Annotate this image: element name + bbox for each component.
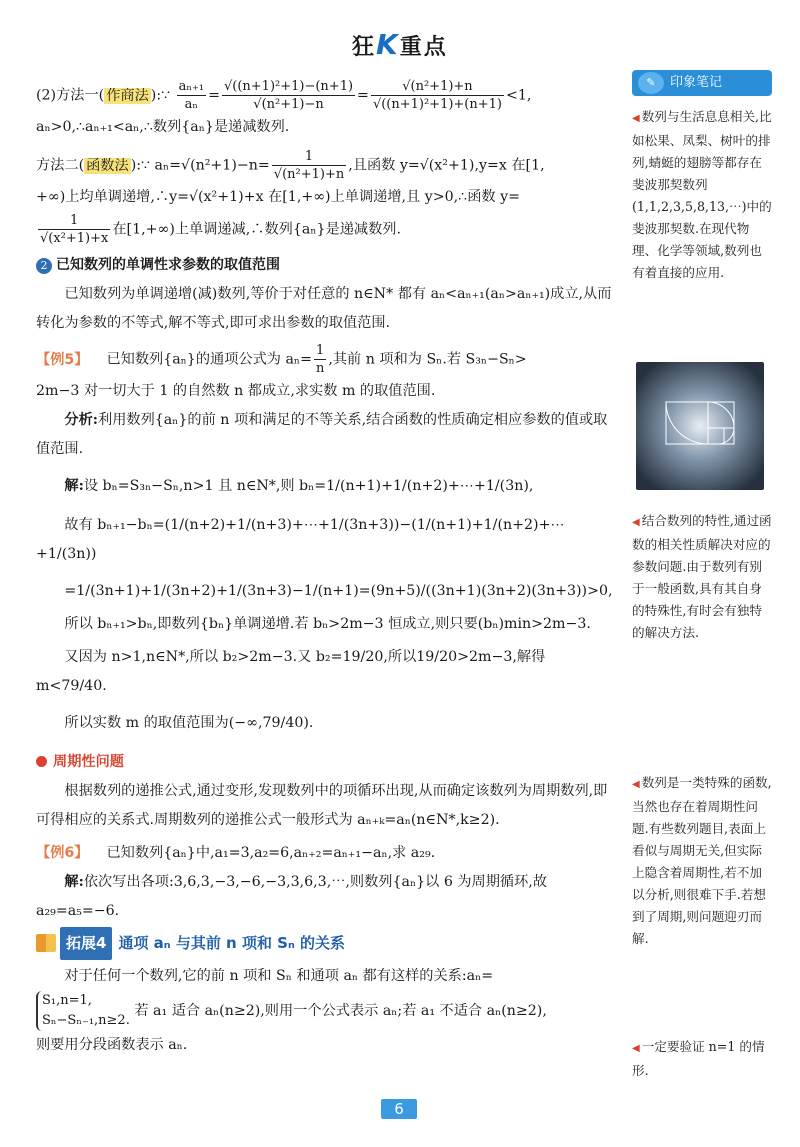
- frac-num: aₙ₊₁: [178, 79, 205, 94]
- extension-p2-text: 若 a₁ 适合 aₙ(n≥2),则用一个公式表示 aₙ;若 a₁ 不适合 aₙ(n≥2),: [134, 1003, 547, 1019]
- frac-den: √((n+1)²+1)+(n+1): [372, 97, 502, 112]
- example5-sol5: 又因为 n>1,n∈N*,所以 b₂>2m−3.又 b₂=19/20,所以19/20>2m−3,解得 m<79/40.: [36, 649, 546, 694]
- brand-k: K: [376, 28, 400, 61]
- example5-sol3: =1/(3n+1)+1/(3n+2)+1/(3n+3)−1/(n+1)=(9n+5)/((3n+1)(3n+2)(3n+3))>0,: [64, 583, 613, 599]
- example5-q1: 已知数列{aₙ}的通项公式为 aₙ=: [106, 351, 312, 368]
- method2-frac: [272, 148, 346, 183]
- pointer-icon: ◀: [632, 1043, 640, 1054]
- eq-sign: =: [208, 87, 220, 104]
- solution-label: 解:: [64, 874, 84, 890]
- frac-den: aₙ: [184, 97, 199, 112]
- method2-line3-text: 在[1,+∞)上单调递减,∴数列{aₙ}是递减数列.: [112, 221, 401, 238]
- section2-heading: [36, 251, 616, 280]
- method2-frac2: [38, 212, 110, 247]
- example6-tag: 【例6】: [36, 845, 89, 861]
- section2-body: 已知数列为单调递增(减)数列,等价于对任意的 n∈N* 都有 aₙ<aₙ₊₁(aₙ>aₙ₊₁)成立,从而转化为参数的不等式,解不等式,即可求出参数的取值范围.: [36, 286, 612, 331]
- extension-p3: 则要用分段函数表示 aₙ.: [36, 1037, 188, 1053]
- method1-tag: 作商法: [106, 87, 149, 104]
- example6-sol-text: 依次写出各项:3,6,3,−3,−6,−3,3,6,3,⋯,则数列{aₙ}以 6 为周期循环,故 a₂₉=a₅=−6.: [36, 874, 548, 919]
- extension-p2: [36, 991, 616, 1031]
- eq-sign: =: [357, 87, 369, 104]
- note1-text: 数列与生活息息相关,比如松果、凤梨、树叶的排列,蜻蜓的翅膀等都存在斐波那契数列(1,1,2,3,5,8,13,⋯)中的斐波那契数.在现代物理、化学等领域,数列也有着直接的应用.: [632, 109, 772, 280]
- frac-num: 1: [314, 342, 326, 360]
- method1-frac-lhs: [177, 78, 206, 113]
- frac-den: √(x²+1)+x: [40, 231, 109, 246]
- frac-num: √((n+1)²+1)−(n+1): [223, 79, 354, 94]
- example5-sol4: 所以 bₙ₊₁>bₙ,即数列{bₙ}单调递增.若 bₙ>2m−3 恒成立,则只要(bₙ)min>2m−3.: [64, 616, 591, 632]
- note-icon: ✎: [638, 72, 664, 94]
- frac-den: n: [315, 361, 325, 376]
- note2-text: 结合数列的特性,通过函数的相关性质解决对应的参数问题.由于数列有别于一般函数,具有其自身的特殊性,有时会有独特的解决方法.: [632, 513, 772, 640]
- periodic-body: 根据数列的递推公式,通过变形,发现数列中的项循环出现,从而确定该数列为周期数列,即可得相应的关系式.周期数列的递推公式一般形式为 aₙ₊ₖ=aₙ(n∈N*,k≥2).: [36, 783, 608, 828]
- example5-sol1: [36, 472, 616, 501]
- example5-frac: [314, 342, 326, 377]
- method2-after: ):∵ aₙ=√(n²+1)−n=: [130, 157, 270, 174]
- brand-logo: [352, 28, 448, 61]
- example5-sol2: 故有 bₙ₊₁−bₙ=(1/(n+2)+1/(n+3)+⋯+1/(3n+3))−(1/(n+1)+1/(n+2)+⋯+1/(3n)): [36, 517, 565, 562]
- method2-label: 方法二(: [36, 157, 85, 174]
- method1-label: (2)方法一(: [36, 87, 105, 104]
- example6-q: 已知数列{aₙ}中,a₁=3,a₂=6,aₙ₊₂=aₙ₊₁−aₙ,求 a₂₉.: [106, 845, 436, 861]
- page-header: [0, 0, 800, 70]
- method2-line2: +∞)上均单调递增,∴y=√(x²+1)+x 在[1,+∞)上单调递增,且 y>0,∴函数 y=: [36, 189, 520, 205]
- sidebar-note-2: [632, 510, 772, 644]
- section-number-icon: 2: [36, 258, 52, 274]
- note4-text: 一定要验证 n=1 的情形.: [632, 1039, 765, 1078]
- pointer-icon: ◀: [632, 779, 640, 790]
- main-content: [36, 78, 616, 1060]
- fibonacci-spiral-image: [636, 362, 764, 490]
- sidebar: [632, 70, 772, 1078]
- method2-tag: 函数法: [86, 157, 129, 174]
- analysis-label: 分析:: [64, 412, 99, 428]
- frac-num: 1: [38, 212, 110, 230]
- book-icon: [36, 934, 56, 952]
- example5-analysis: [36, 406, 616, 464]
- method2-line1: [36, 148, 616, 183]
- example5-q2: ,其前 n 项和为 Sₙ.若 S₃ₙ−Sₙ>: [328, 351, 527, 368]
- sol1-text: 设 bₙ=S₃ₙ−Sₙ,n>1 且 n∈N*,则 bₙ=1/(n+1)+1/(n+2)+⋯+1/(3n),: [83, 478, 534, 494]
- section2-title: 已知数列的单调性求参数的取值范围: [56, 257, 280, 273]
- sidebar-note-1: [632, 106, 772, 284]
- frac-num: √(n²+1)+n: [371, 78, 504, 96]
- example5-q3: 2m−3 对一切大于 1 的自然数 n 都成立,求实数 m 的取值范围.: [36, 383, 436, 399]
- example5-question: [36, 342, 616, 377]
- brand-left: 狂: [352, 35, 377, 60]
- example5-tag: 【例5】: [36, 351, 89, 368]
- brand-right: 重点: [399, 35, 448, 60]
- method1-line1: [36, 78, 616, 113]
- example5-sol6: 所以实数 m 的取值范围为(−∞,79/40).: [64, 715, 314, 731]
- method1-tail: <1,: [506, 87, 532, 104]
- periodic-heading: [36, 748, 616, 777]
- piecewise-brace: [36, 991, 130, 1031]
- example6-question: [36, 839, 616, 868]
- periodic-title: [36, 754, 124, 770]
- analysis-text: 利用数列{aₙ}的前 n 项和满足的不等关系,结合函数的性质确定相应参数的值或取值范围.: [36, 412, 608, 457]
- pointer-icon: ◀: [632, 517, 640, 528]
- method2-line3: [36, 212, 616, 247]
- case2: Sₙ−Sₙ₋₁,n≥2.: [42, 1013, 130, 1028]
- example6-solution: [36, 868, 616, 926]
- extension-p1: 对于任何一个数列,它的前 n 项和 Sₙ 和通项 aₙ 都有这样的关系:aₙ=: [64, 968, 494, 984]
- extension-heading: [36, 930, 616, 956]
- badge-label: 印象笔记: [670, 75, 723, 90]
- extension-title: 通项 aₙ 与其前 n 项和 Sₙ 的关系: [118, 933, 346, 952]
- method1-frac-2: [371, 78, 504, 113]
- page-number: 6: [381, 1099, 417, 1119]
- periodic-title-text: 周期性问题: [53, 754, 124, 770]
- pointer-icon: ◀: [632, 113, 640, 124]
- sidebar-note-4: [632, 1036, 772, 1082]
- sidebar-badge: [632, 70, 772, 96]
- solution-label: 解:: [64, 478, 84, 494]
- frac-num: 1: [272, 148, 346, 166]
- frac-den: √(n²+1)−n: [253, 97, 324, 112]
- bullet-dot-icon: [36, 756, 47, 767]
- method1-after: ):∵: [150, 87, 171, 104]
- method2-tail: ,且函数 y=√(x²+1),y=x 在[1,: [348, 157, 545, 174]
- sidebar-note-3: [632, 772, 772, 950]
- method1-line2: aₙ>0,∴aₙ₊₁<aₙ,∴数列{aₙ}是递减数列.: [36, 119, 290, 135]
- case1: S₁,n=1,: [42, 993, 92, 1008]
- note3-text: 数列是一类特殊的函数,当然也存在着周期性问题.有些数列题目,表面上看似与周期无关,但实际上隐含着周期性,若不加以分析,则很难下手.若想到了周期,则问题迎刃而解.: [632, 775, 772, 946]
- frac-den: √(n²+1)+n: [273, 167, 345, 182]
- method1-frac-1: [222, 78, 355, 113]
- extension-tag: 拓展4: [60, 927, 112, 960]
